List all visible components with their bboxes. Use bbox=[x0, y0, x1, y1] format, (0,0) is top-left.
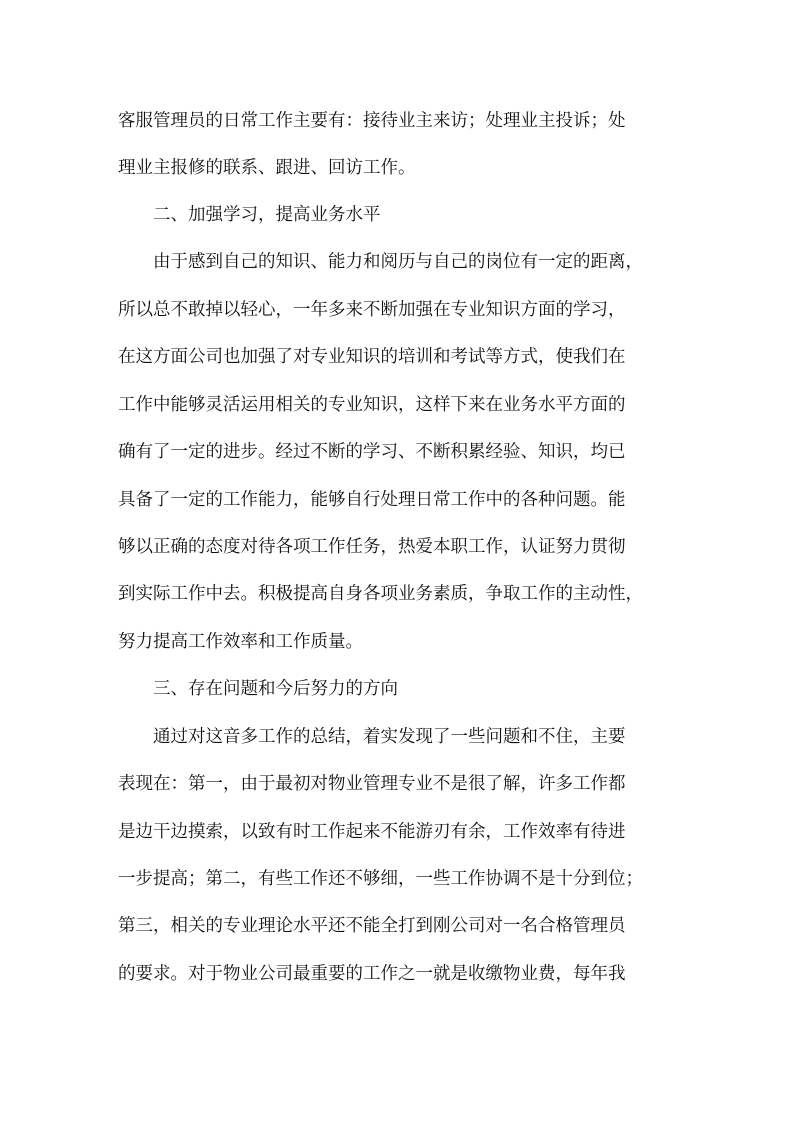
body-text-line: 具备了一定的工作能力，能够自行处理日常工作中的各种问题。能 bbox=[118, 490, 626, 510]
body-text-line: 的要求。对于物业公司最重要的工作之一就是收缴物业费，每年我 bbox=[118, 964, 626, 984]
body-text-line: 确有了一定的进步。经过不断的学习、不断积累经验、知识，均已 bbox=[118, 442, 626, 462]
body-text-line: 到实际工作中去。积极提高自身各项业务素质，争取工作的主动性， bbox=[118, 584, 643, 604]
body-text-line: 理业主报修的联系、跟进、回访工作。 bbox=[118, 158, 416, 178]
body-text-line: 由于感到自己的知识、能力和阅历与自己的岗位有一定的距离， bbox=[153, 252, 643, 272]
body-text-line: 一步提高；第二，有些工作还不够细，一些工作协调不是十分到位； bbox=[118, 869, 643, 889]
body-text-line: 够以正确的态度对待各项工作任务，热爱本职工作，认证努力贯彻 bbox=[118, 537, 626, 557]
section-heading: 二、加强学习，提高业务水平 bbox=[153, 205, 381, 225]
body-text-line: 客服管理员的日常工作主要有：接待业主来访；处理业主投诉；处 bbox=[118, 111, 626, 131]
body-text-line: 努力提高工作效率和工作质量。 bbox=[118, 632, 363, 652]
body-text-line: 所以总不敢掉以轻心，一年多来不断加强在专业知识方面的学习， bbox=[118, 300, 626, 320]
body-text-line: 第三，相关的专业理论水平还不能全打到刚公司对一名合格管理员 bbox=[118, 916, 626, 936]
body-text-line: 是边干边摸索，以致有时工作起来不能游刃有余，工作效率有待进 bbox=[118, 822, 626, 842]
body-text-line: 表现在：第一，由于最初对物业管理专业不是很了解，许多工作都 bbox=[118, 774, 626, 794]
body-text-line: 工作中能够灵活运用相关的专业知识，这样下来在业务水平方面的 bbox=[118, 395, 626, 415]
section-heading: 三、存在问题和今后努力的方向 bbox=[153, 679, 398, 699]
body-text-line: 在这方面公司也加强了对专业知识的培训和考试等方式，使我们在 bbox=[118, 347, 626, 367]
body-text-line: 通过对这音多工作的总结，着实发现了一些问题和不住，主要 bbox=[153, 727, 626, 747]
